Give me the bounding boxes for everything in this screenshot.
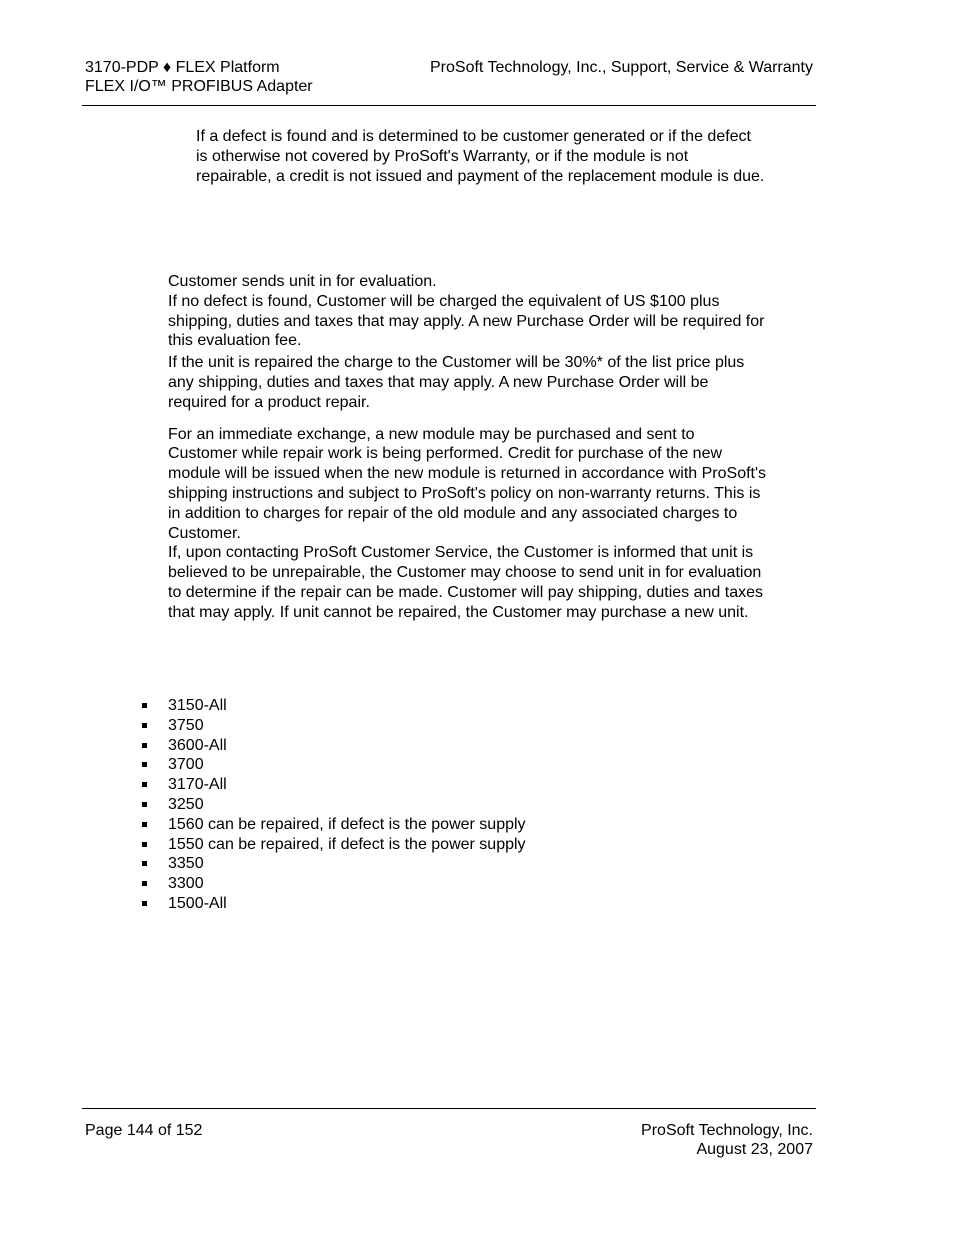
list-item-label: 3700	[168, 756, 204, 774]
list-item	[140, 854, 526, 874]
exchange-paragraph: For an immediate exchange, a new module may be purchased and sent to Customer while repair work is being performed. Credit for purchase of the new module will be issued when the new module is returned in accordance with ProSoft's shipping instructions and subject to ProSoft's policy on non-warranty returns. This is in addition to charges for repair of the old module and any associated charges to Customer.	[168, 425, 767, 542]
square-bullet-icon	[142, 743, 147, 748]
square-bullet-icon	[142, 901, 147, 906]
list-item-label: 1560 can be repaired, if defect is the power supply	[168, 815, 526, 833]
list-item	[140, 736, 526, 756]
footer-rule	[82, 1108, 816, 1109]
footer-company: ProSoft Technology, Inc.	[641, 1122, 813, 1139]
list-item-label: 3600-All	[168, 736, 227, 754]
list-item-label: 1500-All	[168, 894, 227, 912]
list-item-label: 3250	[168, 795, 204, 813]
evaluation-step-1: Customer sends unit in for evaluation.	[168, 273, 437, 290]
square-bullet-icon	[142, 822, 147, 827]
list-item	[140, 755, 526, 775]
list-item	[140, 815, 526, 835]
list-item	[140, 874, 526, 894]
square-bullet-icon	[142, 703, 147, 708]
spacer	[168, 413, 768, 425]
evaluation-section	[168, 272, 768, 623]
list-item-label: 1550 can be repaired, if defect is the power supply	[168, 835, 526, 853]
list-item-label: 3150-All	[168, 697, 227, 714]
list-item	[140, 835, 526, 855]
header-product-subtitle: FLEX I/O™ PROFIBUS Adapter	[85, 78, 313, 95]
square-bullet-icon	[142, 782, 147, 787]
square-bullet-icon	[142, 861, 147, 866]
list-item-label: 3300	[168, 875, 204, 893]
list-item-label: 3350	[168, 855, 204, 873]
header-product-title: 3170-PDP ♦ FLEX Platform	[85, 59, 280, 76]
list-item	[140, 894, 526, 914]
list-item	[140, 775, 526, 795]
list-item	[140, 696, 526, 716]
model-list	[140, 696, 526, 914]
footer-date: August 23, 2007	[696, 1141, 813, 1158]
unrepairable-paragraph: If, upon contacting ProSoft Customer Service, the Customer is informed that unit is believed to be unrepairable, the Customer may choose to send unit in for evaluation to determine if the repair can be made. Customer will pay shipping, duties and taxes that may apply. If unit cannot be repaired, the Customer may purchase a new unit.	[168, 544, 763, 621]
evaluation-step-3: If the unit is repaired the charge to the Customer will be 30%* of the list price plus any shipping, duties and taxes that may apply. A new Purchase Order will be required for a product repair.	[168, 354, 745, 411]
list-item	[140, 716, 526, 736]
footer-right	[641, 1121, 813, 1159]
header-rule	[82, 105, 816, 106]
page-number: Page 144 of 152	[85, 1122, 203, 1139]
header-section-title: ProSoft Technology, Inc., Support, Service & Warranty	[430, 59, 813, 76]
defect-paragraph: If a defect is found and is determined to be customer generated or if the defect is otherwise not covered by ProSoft's Warranty, or if the module is not repairable, a credit is not issued and payment of the replacement module is due.	[196, 128, 765, 185]
header-left	[85, 58, 313, 96]
list-item-label: 3750	[168, 716, 204, 734]
evaluation-step-2: If no defect is found, Customer will be charged the equivalent of US $100 plus shipping, duties and taxes that may apply. A new Purchase Order will be required for this evaluation fee.	[168, 292, 765, 350]
square-bullet-icon	[142, 881, 147, 886]
list-item-label: 3170-All	[168, 776, 227, 794]
list-item	[140, 795, 526, 815]
square-bullet-icon	[142, 802, 147, 807]
square-bullet-icon	[142, 762, 147, 767]
square-bullet-icon	[142, 723, 147, 728]
square-bullet-icon	[142, 842, 147, 847]
